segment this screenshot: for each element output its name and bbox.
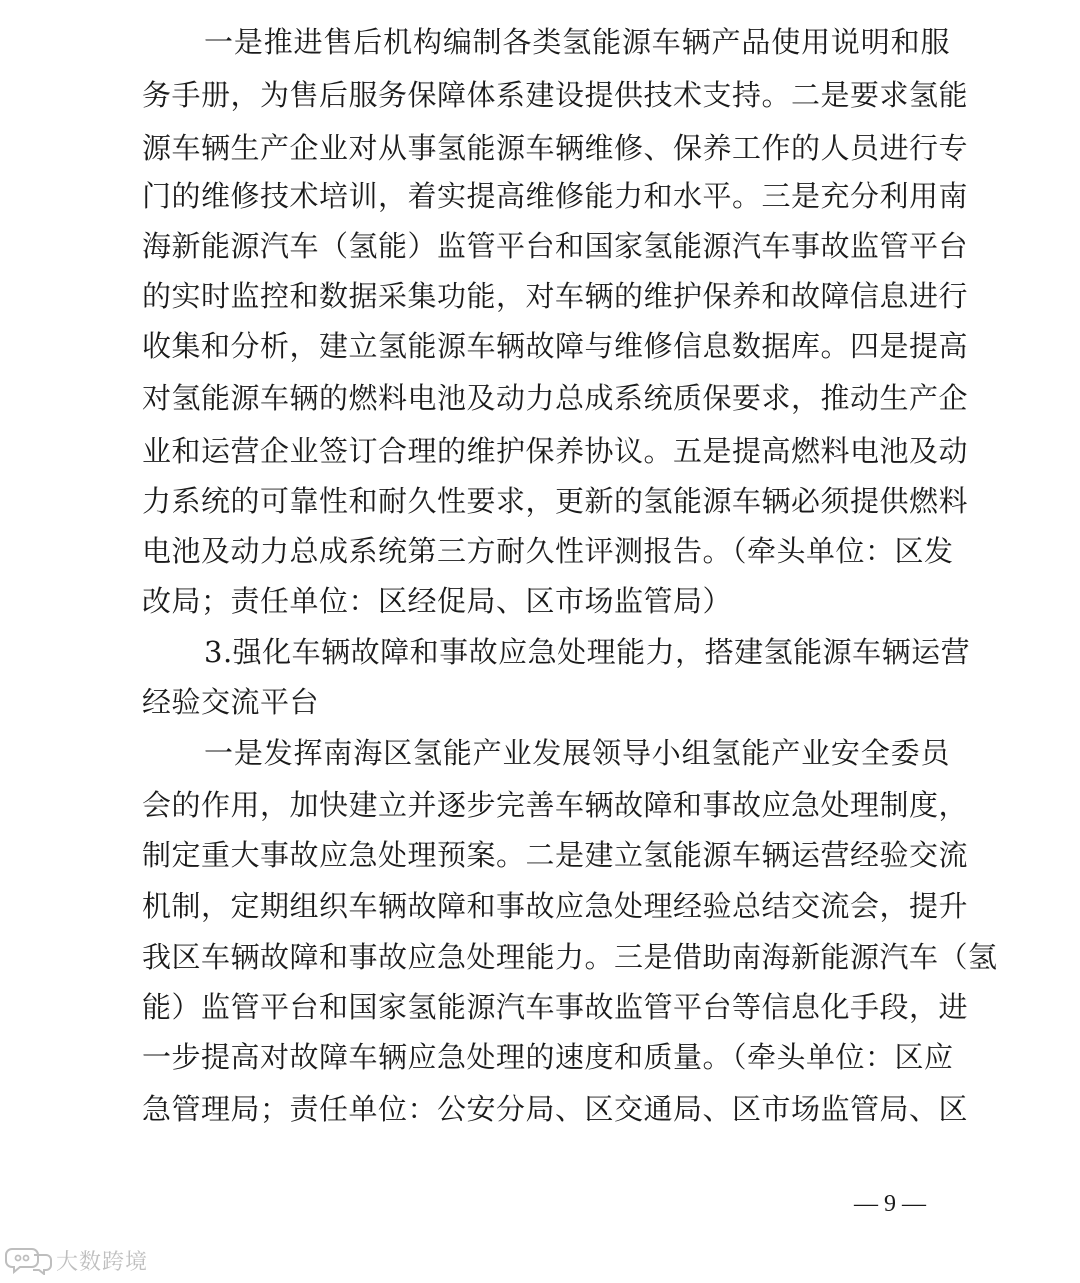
chat-bubble-logo-icon — [4, 1245, 54, 1275]
paragraph-line: 的实时监控和数据采集功能，对车辆的维护保养和故障信息进行 — [142, 279, 969, 313]
paragraph-line: 一是发挥南海区氢能产业发展领导小组氢能产业安全委员 — [204, 736, 950, 770]
paragraph-line: 一步提高对故障车辆应急处理的速度和质量。（牵头单位：区应 — [142, 1040, 954, 1074]
paragraph-line: 海新能源汽车（氢能）监管平台和国家氢能源汽车事故监管平台 — [142, 229, 969, 263]
paragraph-line: 急管理局；责任单位：公安分局、区交通局、区市场监管局、区 — [142, 1092, 969, 1126]
paragraph-line: 一是推进售后机构编制各类氢能源车辆产品使用说明和服 — [204, 25, 950, 59]
paragraph-line: 制定重大事故应急处理预案。二是建立氢能源车辆运营经验交流 — [142, 838, 969, 872]
paragraph-line: 机制，定期组织车辆故障和事故应急处理经验总结交流会，提升 — [142, 889, 969, 923]
paragraph-line: 门的维修技术培训，着实提高维修能力和水平。三是充分利用南 — [142, 179, 969, 213]
section-heading-line: 经验交流平台 — [142, 685, 320, 719]
paragraph-line: 我区车辆故障和事故应急处理能力。三是借助南海新能源汽车（氢 — [142, 940, 998, 974]
section-heading-line: 3.强化车辆故障和事故应急处理能力，搭建氢能源车辆运营 — [204, 635, 971, 669]
watermark-text: 大数跨境 — [56, 1249, 149, 1275]
page-number: — 9 — — [854, 1191, 926, 1217]
paragraph-line: 收集和分析，建立氢能源车辆故障与维修信息数据库。四是提高 — [142, 329, 969, 363]
paragraph-line: 对氢能源车辆的燃料电池及动力总成系统质保要求，推动生产企 — [142, 381, 969, 415]
paragraph-line: 会的作用，加快建立并逐步完善车辆故障和事故应急处理制度， — [142, 788, 969, 822]
paragraph-line: 力系统的可靠性和耐久性要求，更新的氢能源车辆必须提供燃料 — [142, 484, 969, 518]
paragraph-line: 电池及动力总成系统第三方耐久性评测报告。（牵头单位：区发 — [142, 534, 954, 568]
paragraph-line: 务手册，为售后服务保障体系建设提供技术支持。二是要求氢能 — [142, 78, 969, 112]
paragraph-line: 能）监管平台和国家氢能源汽车事故监管平台等信息化手段，进 — [142, 990, 969, 1024]
paragraph-line: 源车辆生产企业对从事氢能源车辆维修、保养工作的人员进行专 — [142, 131, 969, 165]
paragraph-line: 改局；责任单位：区经促局、区市场监管局） — [142, 584, 733, 618]
paragraph-line: 业和运营企业签订合理的维护保养协议。五是提高燃料电池及动 — [142, 434, 969, 468]
watermark — [4, 1242, 148, 1278]
